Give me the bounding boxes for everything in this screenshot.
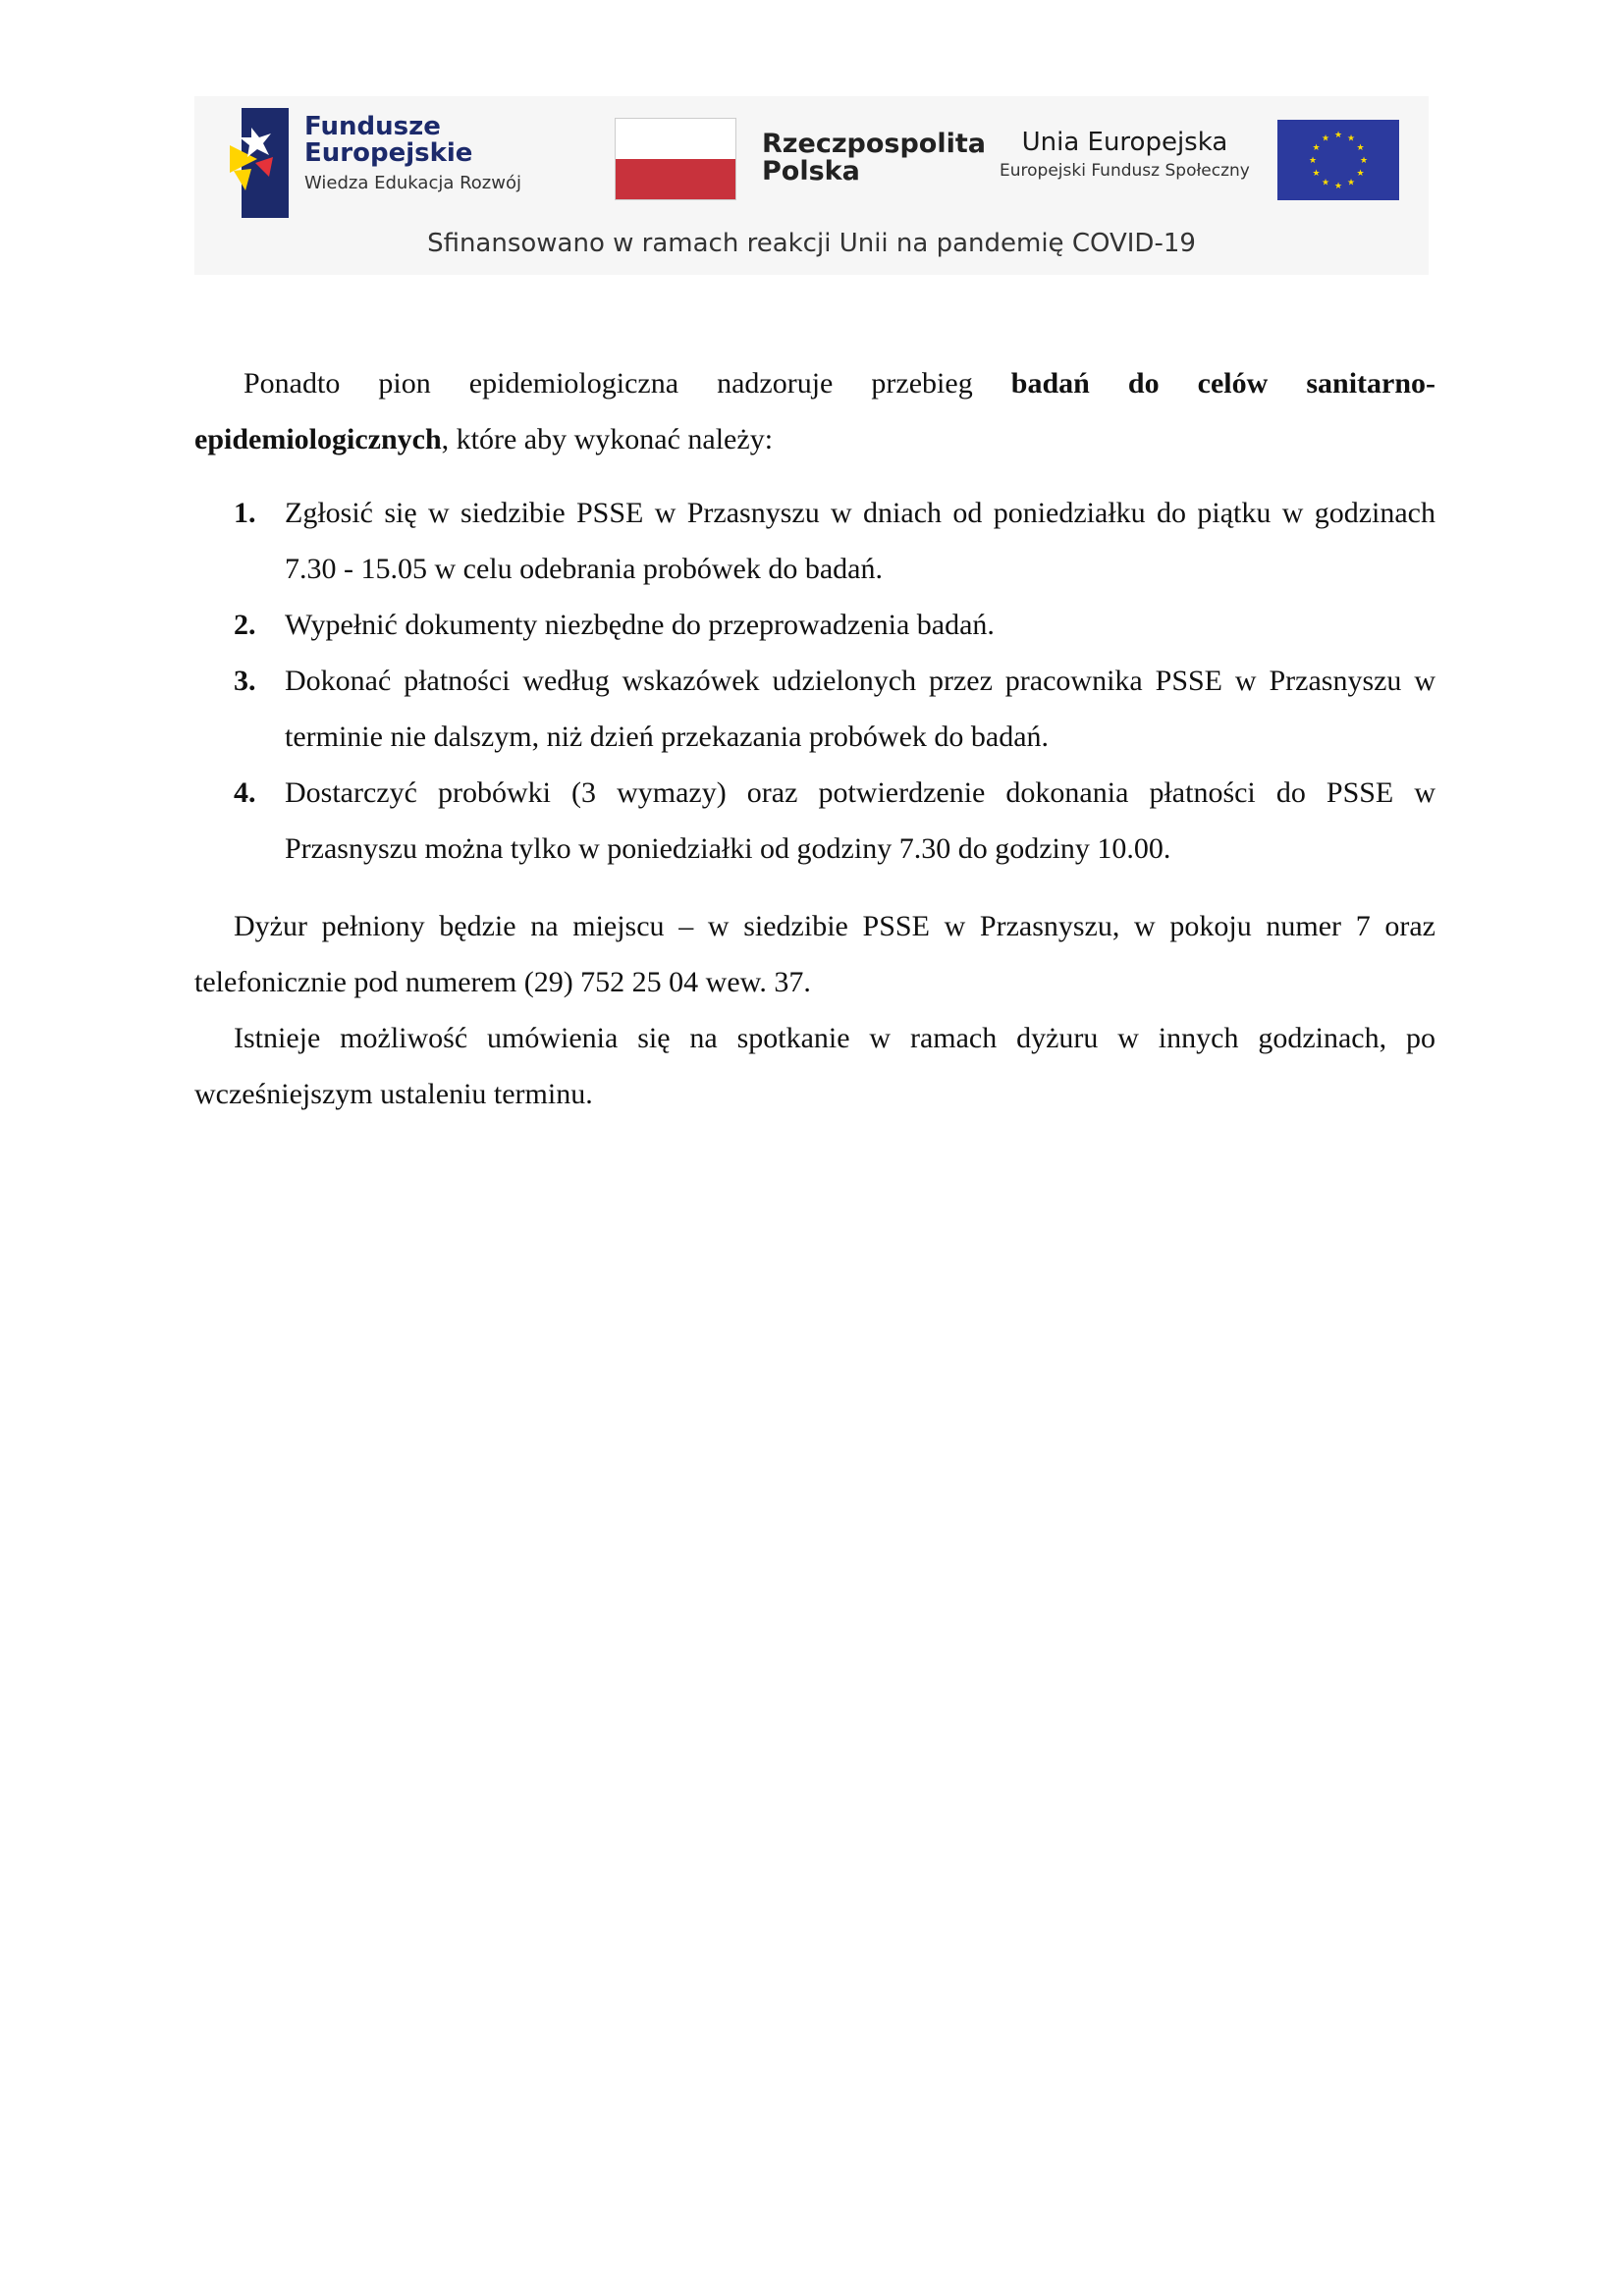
eu-star-icon: ★ [1356,142,1365,152]
step-text: Dokonać płatności według wskazówek udzielonych przez pracownika PSSE w Przasnyszu w terminie nie dalszym, niż dzień przekazania probówek do badań. [285,665,1435,753]
fundusze-europejskie-wordmark [304,114,521,193]
eu-star-icon: ★ [1346,177,1356,187]
document-body [194,355,1435,1122]
funding-note: Sfinansowano w ramach reakcji Unii na pandemię COVID-19 [427,229,1196,258]
ue-title: Unia Europejska [1021,128,1228,157]
intro-text: Ponadto pion epidemiologiczna nadzoruje przebieg [244,367,1011,400]
eu-star-icon: ★ [1321,177,1330,187]
ue-subtitle: Europejski Fundusz Społeczny [1000,161,1250,181]
eu-star-icon: ★ [1333,130,1343,139]
eu-star-icon: ★ [1321,133,1330,143]
step-number: 4. [234,776,256,809]
eu-star-icon: ★ [1346,133,1356,143]
step-number: 2. [234,609,256,641]
funding-logo-banner [194,96,1429,275]
eu-star-icon: ★ [1359,155,1369,165]
step-number: 3. [234,665,256,697]
list-item [194,485,1435,597]
eu-star-icon: ★ [1312,168,1321,178]
steps-list [194,485,1435,877]
eu-star-icon: ★ [1308,155,1318,165]
fe-title-line1: Fundusze [304,112,441,141]
duty-paragraph: Dyżur pełniony będzie na miejscu – w siedzibie PSSE w Przasnyszu, w pokoju numer 7 oraz telefonicznie pod numerem (29) 752 25 04 wew. 37. [194,910,1435,998]
step-text: Wypełnić dokumenty niezbędne do przeprowadzenia badań. [285,609,995,641]
fe-subtitle: Wiedza Edukacja Rozwój [304,173,521,193]
fe-title-line2: Europejskie [304,138,473,168]
rp-line2: Polska [762,156,860,187]
list-item [194,653,1435,765]
step-number: 1. [234,497,256,529]
intro-paragraph [194,355,1435,467]
appointment-paragraph: Istnieje możliwość umówienia się na spotkanie w ramach dyżuru w innych godzinach, po wcześniejszym ustaleniu terminu. [194,1022,1435,1110]
intro-text-end: , które aby wykonać należy: [441,423,774,455]
list-item [194,765,1435,877]
fundusze-europejskie-logo-icon [230,108,289,218]
unia-europejska-wordmark [1000,128,1250,181]
step-text: Zgłosić się w siedzibie PSSE w Przasnyszu w dniach od poniedziałku do piątku w godzinach 7.30 - 15.05 w celu odebrania probówek do badań. [285,497,1435,585]
intro-bold-text: badań do celów sanitarno-epidemiologicznych [194,367,1436,455]
eu-star-icon: ★ [1333,181,1343,190]
rzeczpospolita-wordmark [762,131,986,186]
eu-flag-icon [1277,120,1399,200]
eu-star-icon: ★ [1312,142,1321,152]
list-item [194,597,1435,653]
rp-line1: Rzeczpospolita [762,129,986,159]
polish-flag-icon [615,118,736,200]
eu-star-icon: ★ [1356,168,1365,178]
step-text: Dostarczyć probówki (3 wymazy) oraz potwierdzenie dokonania płatności do PSSE w Przasnyszu można tylko w poniedziałki od godziny 7.30 do godziny 10.00. [285,776,1435,865]
